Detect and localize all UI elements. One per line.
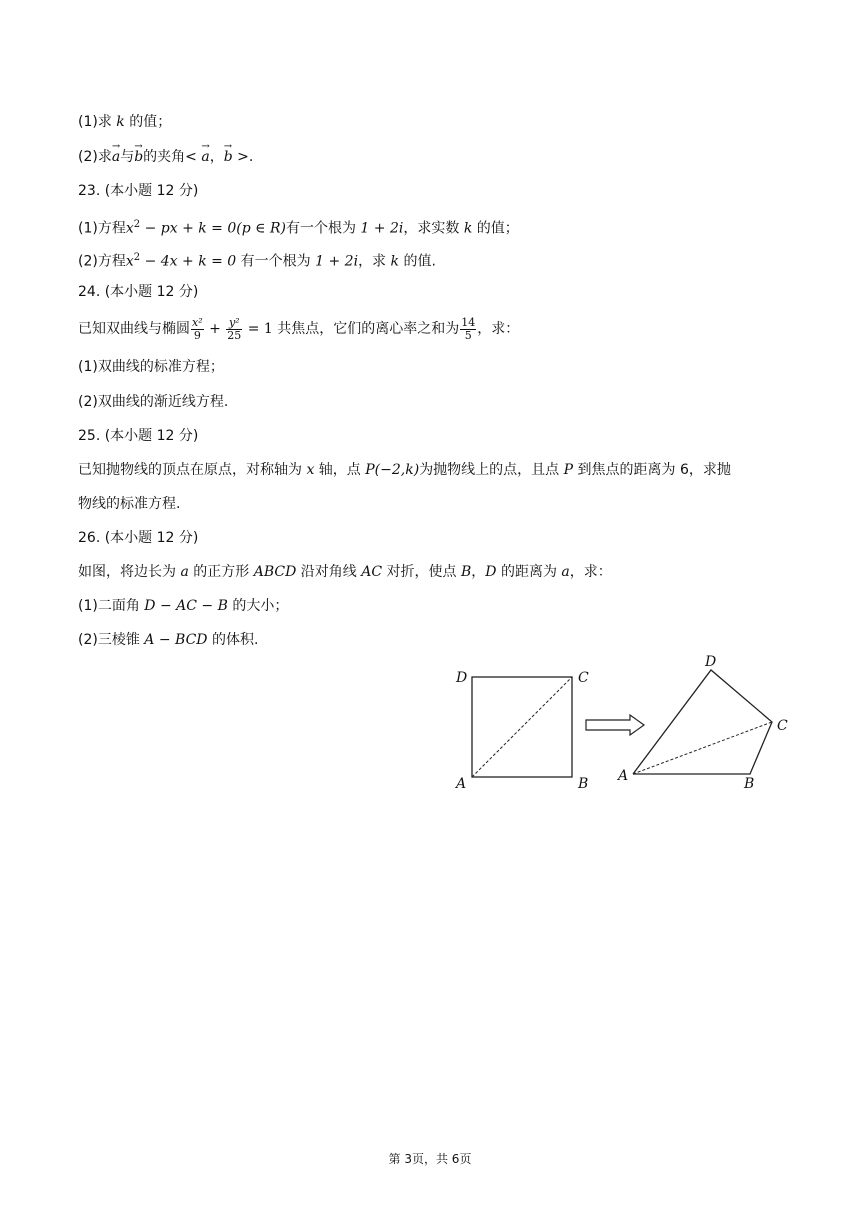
math-k: k bbox=[390, 253, 399, 270]
math-equation: − px + k = 0(p ∈ R) bbox=[140, 220, 286, 237]
text: 的值； bbox=[472, 220, 519, 237]
numerator: y² bbox=[226, 317, 242, 330]
text: (1)求 bbox=[78, 114, 117, 130]
line-q24-part1: (1)双曲线的标准方程； bbox=[78, 359, 224, 375]
label-square-b: B bbox=[578, 776, 589, 792]
fraction-x2-over-9 bbox=[191, 317, 204, 342]
superscript: 2 bbox=[133, 252, 141, 263]
label-square-d: D bbox=[456, 670, 468, 686]
math-x: x bbox=[306, 462, 315, 478]
label-square-c: C bbox=[578, 670, 589, 686]
math-a: a bbox=[561, 564, 570, 580]
text: 的体积. bbox=[207, 632, 259, 648]
math-pyramid: A − BCD bbox=[144, 632, 208, 648]
text: 有一个根为 bbox=[285, 220, 361, 237]
line-q23-part1 bbox=[78, 215, 519, 239]
math-x: x bbox=[125, 220, 134, 237]
line-q22-part2 bbox=[78, 147, 253, 167]
text: 为抛物线上的点，且点 bbox=[419, 462, 564, 478]
vector-b: → b bbox=[224, 147, 233, 167]
label-folded-a: A bbox=[618, 768, 629, 784]
line-q24-part2: (2)双曲线的渐近线方程. bbox=[78, 394, 229, 410]
folded-pyramid-outline bbox=[633, 670, 772, 774]
denominator: 25 bbox=[227, 328, 242, 342]
text: 对折，使点 bbox=[382, 564, 461, 580]
line-q24-stem bbox=[78, 315, 519, 343]
math-point-p: P(−2,k) bbox=[365, 462, 420, 478]
line-q26-part1 bbox=[78, 596, 288, 616]
denominator: 9 bbox=[193, 328, 201, 342]
text: (2)三棱锥 bbox=[78, 632, 145, 648]
question-24-header: 24. (本小题 12 分) bbox=[78, 284, 199, 300]
text: 的距离为 bbox=[496, 564, 562, 580]
math-dihedral-angle: D − AC − B bbox=[144, 598, 228, 614]
vector-a: → a bbox=[112, 147, 120, 167]
text: 轴，点 bbox=[314, 462, 366, 478]
math-k: k bbox=[116, 114, 125, 130]
text: 共焦点，它们的离心率之和为 bbox=[272, 321, 460, 337]
arrow-right-icon bbox=[586, 715, 644, 735]
text: 的大小； bbox=[227, 598, 289, 614]
line-q26-part2 bbox=[78, 630, 258, 650]
question-23-header: 23. (本小题 12 分) bbox=[78, 183, 199, 199]
line-q25-stem-cont: 物线的标准方程. bbox=[78, 496, 181, 512]
math-x: x bbox=[125, 253, 134, 270]
math-p: P bbox=[563, 462, 574, 478]
math-abcd: ABCD bbox=[253, 564, 297, 580]
text: 的正方形 bbox=[188, 564, 254, 580]
vector-a: → a bbox=[201, 147, 209, 167]
math-root: 1 + 2i bbox=[360, 220, 404, 237]
text: 如图，将边长为 bbox=[78, 564, 181, 580]
fraction-y2-over-25 bbox=[226, 317, 242, 342]
page-footer: 第 3页，共 6页 bbox=[388, 1152, 472, 1166]
folding-figure bbox=[440, 650, 800, 795]
numerator: 14 bbox=[461, 315, 476, 329]
label-folded-b: B bbox=[744, 776, 755, 792]
denominator: 5 bbox=[464, 328, 472, 342]
text: 沿对角线 bbox=[296, 564, 362, 580]
fraction-14-over-5 bbox=[460, 317, 476, 342]
numerator: x² bbox=[192, 315, 203, 329]
superscript: 2 bbox=[133, 219, 141, 230]
text: 已知双曲线与椭圆 bbox=[78, 321, 190, 337]
text: 与 bbox=[120, 149, 135, 165]
text: 的值. bbox=[399, 253, 436, 270]
label-square-a: A bbox=[456, 776, 467, 792]
math-k: k bbox=[463, 220, 473, 237]
label-folded-c: C bbox=[777, 718, 788, 734]
text: 的值； bbox=[124, 114, 172, 130]
line-q22-part1 bbox=[78, 112, 171, 132]
line-q23-part2 bbox=[78, 248, 436, 272]
math-equals: = 1 bbox=[243, 321, 273, 337]
text: ， bbox=[209, 149, 224, 165]
text: ，求： bbox=[569, 564, 612, 580]
math-b: B bbox=[460, 564, 472, 580]
text: ，求 bbox=[358, 253, 391, 270]
math-a: a bbox=[180, 564, 189, 580]
text: 的夹角< bbox=[143, 149, 202, 165]
math-plus: + bbox=[204, 321, 226, 337]
text: >. bbox=[232, 149, 254, 165]
label-folded-d: D bbox=[705, 654, 717, 670]
text: ， bbox=[471, 564, 486, 580]
math-root: 1 + 2i bbox=[315, 253, 359, 270]
folded-edge-ac bbox=[633, 722, 772, 774]
text: (2)方程 bbox=[78, 253, 126, 270]
question-26-header: 26. (本小题 12 分) bbox=[78, 530, 199, 546]
math-d: D bbox=[485, 564, 497, 580]
text: ，求： bbox=[477, 321, 520, 337]
math-ac: AC bbox=[361, 564, 383, 580]
math-equation: − 4x + k = 0 bbox=[140, 253, 237, 270]
text: (1)方程 bbox=[78, 220, 126, 237]
text: 到焦点的距离为 6，求抛 bbox=[573, 462, 731, 478]
text: ，求实数 bbox=[403, 220, 464, 237]
text: 已知抛物线的顶点在原点，对称轴为 bbox=[78, 462, 307, 478]
line-q26-stem bbox=[78, 562, 612, 582]
text: (2)求 bbox=[78, 149, 112, 165]
text: 有一个根为 bbox=[236, 253, 316, 270]
diagonal-ac bbox=[472, 677, 572, 777]
line-q25-stem bbox=[78, 460, 731, 480]
vector-b: → b bbox=[134, 147, 143, 167]
question-25-header: 25. (本小题 12 分) bbox=[78, 428, 199, 444]
text: (1)二面角 bbox=[78, 598, 145, 614]
